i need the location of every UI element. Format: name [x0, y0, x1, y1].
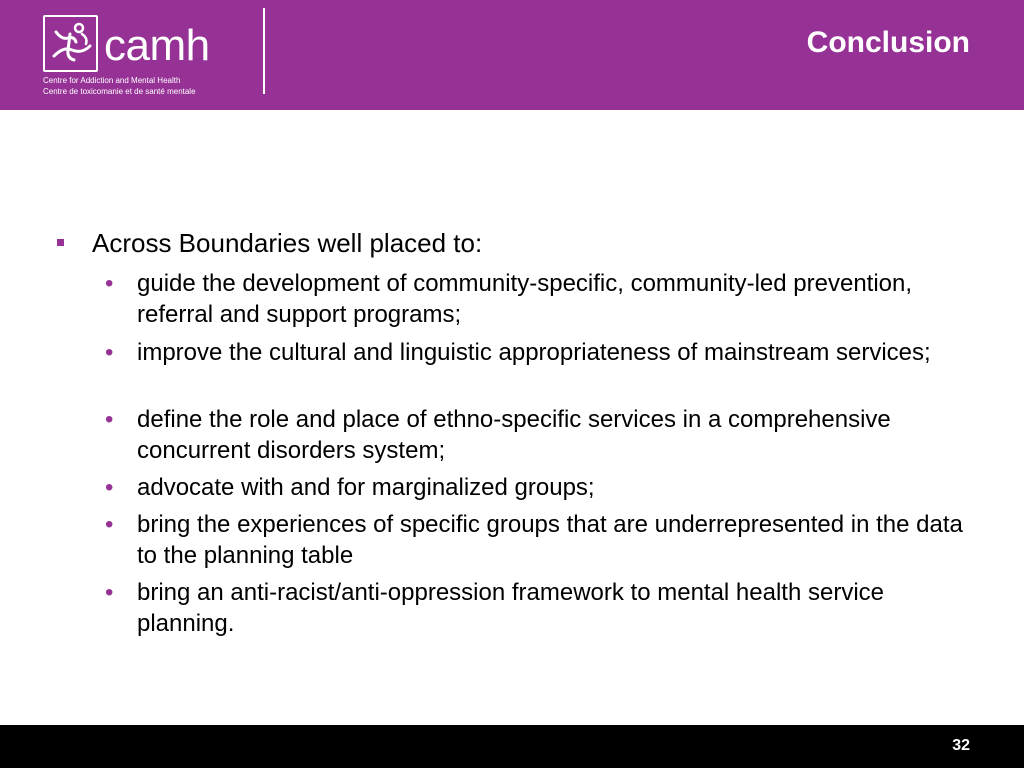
- round-bullet-icon: •: [105, 406, 114, 433]
- camh-wordmark: camh: [104, 21, 210, 70]
- page-number: 32: [952, 737, 970, 754]
- camh-logo-mark: [43, 15, 98, 72]
- round-bullet-icon: •: [105, 339, 114, 366]
- sub-bullet-item: bring an anti-racist/anti-oppression framework to mental health service planning.: [137, 579, 885, 637]
- logo-subtitle-french: Centre de toxicomanie et de santé mentale: [43, 87, 196, 96]
- logo-subtitle-english: Centre for Addiction and Mental Health: [43, 76, 181, 85]
- header-divider: [263, 8, 265, 94]
- square-bullet-icon: [57, 239, 64, 246]
- sub-bullet-item: bring the experiences of specific groups that are underrepresented in the data to the planning table: [137, 511, 963, 569]
- slide-footer: [0, 725, 1024, 768]
- sub-bullet-item: improve the cultural and linguistic appropriateness of mainstream services;: [137, 339, 931, 366]
- slide-header: [0, 0, 1024, 110]
- round-bullet-icon: •: [105, 474, 114, 501]
- round-bullet-icon: •: [105, 270, 114, 297]
- sub-bullet-item: advocate with and for marginalized groups;: [137, 474, 595, 501]
- camh-figure-logo-icon: [48, 20, 95, 67]
- main-bullet-text: Across Boundaries well placed to:: [92, 228, 483, 258]
- round-bullet-icon: •: [105, 511, 114, 538]
- sub-bullet-item: guide the development of community-specific, community-led prevention, referral and support programs;: [137, 270, 913, 328]
- slide-title: Conclusion: [806, 26, 970, 59]
- round-bullet-icon: •: [105, 579, 114, 606]
- sub-bullet-item: define the role and place of ethno-specific services in a comprehensive concurrent disorders system;: [137, 406, 891, 464]
